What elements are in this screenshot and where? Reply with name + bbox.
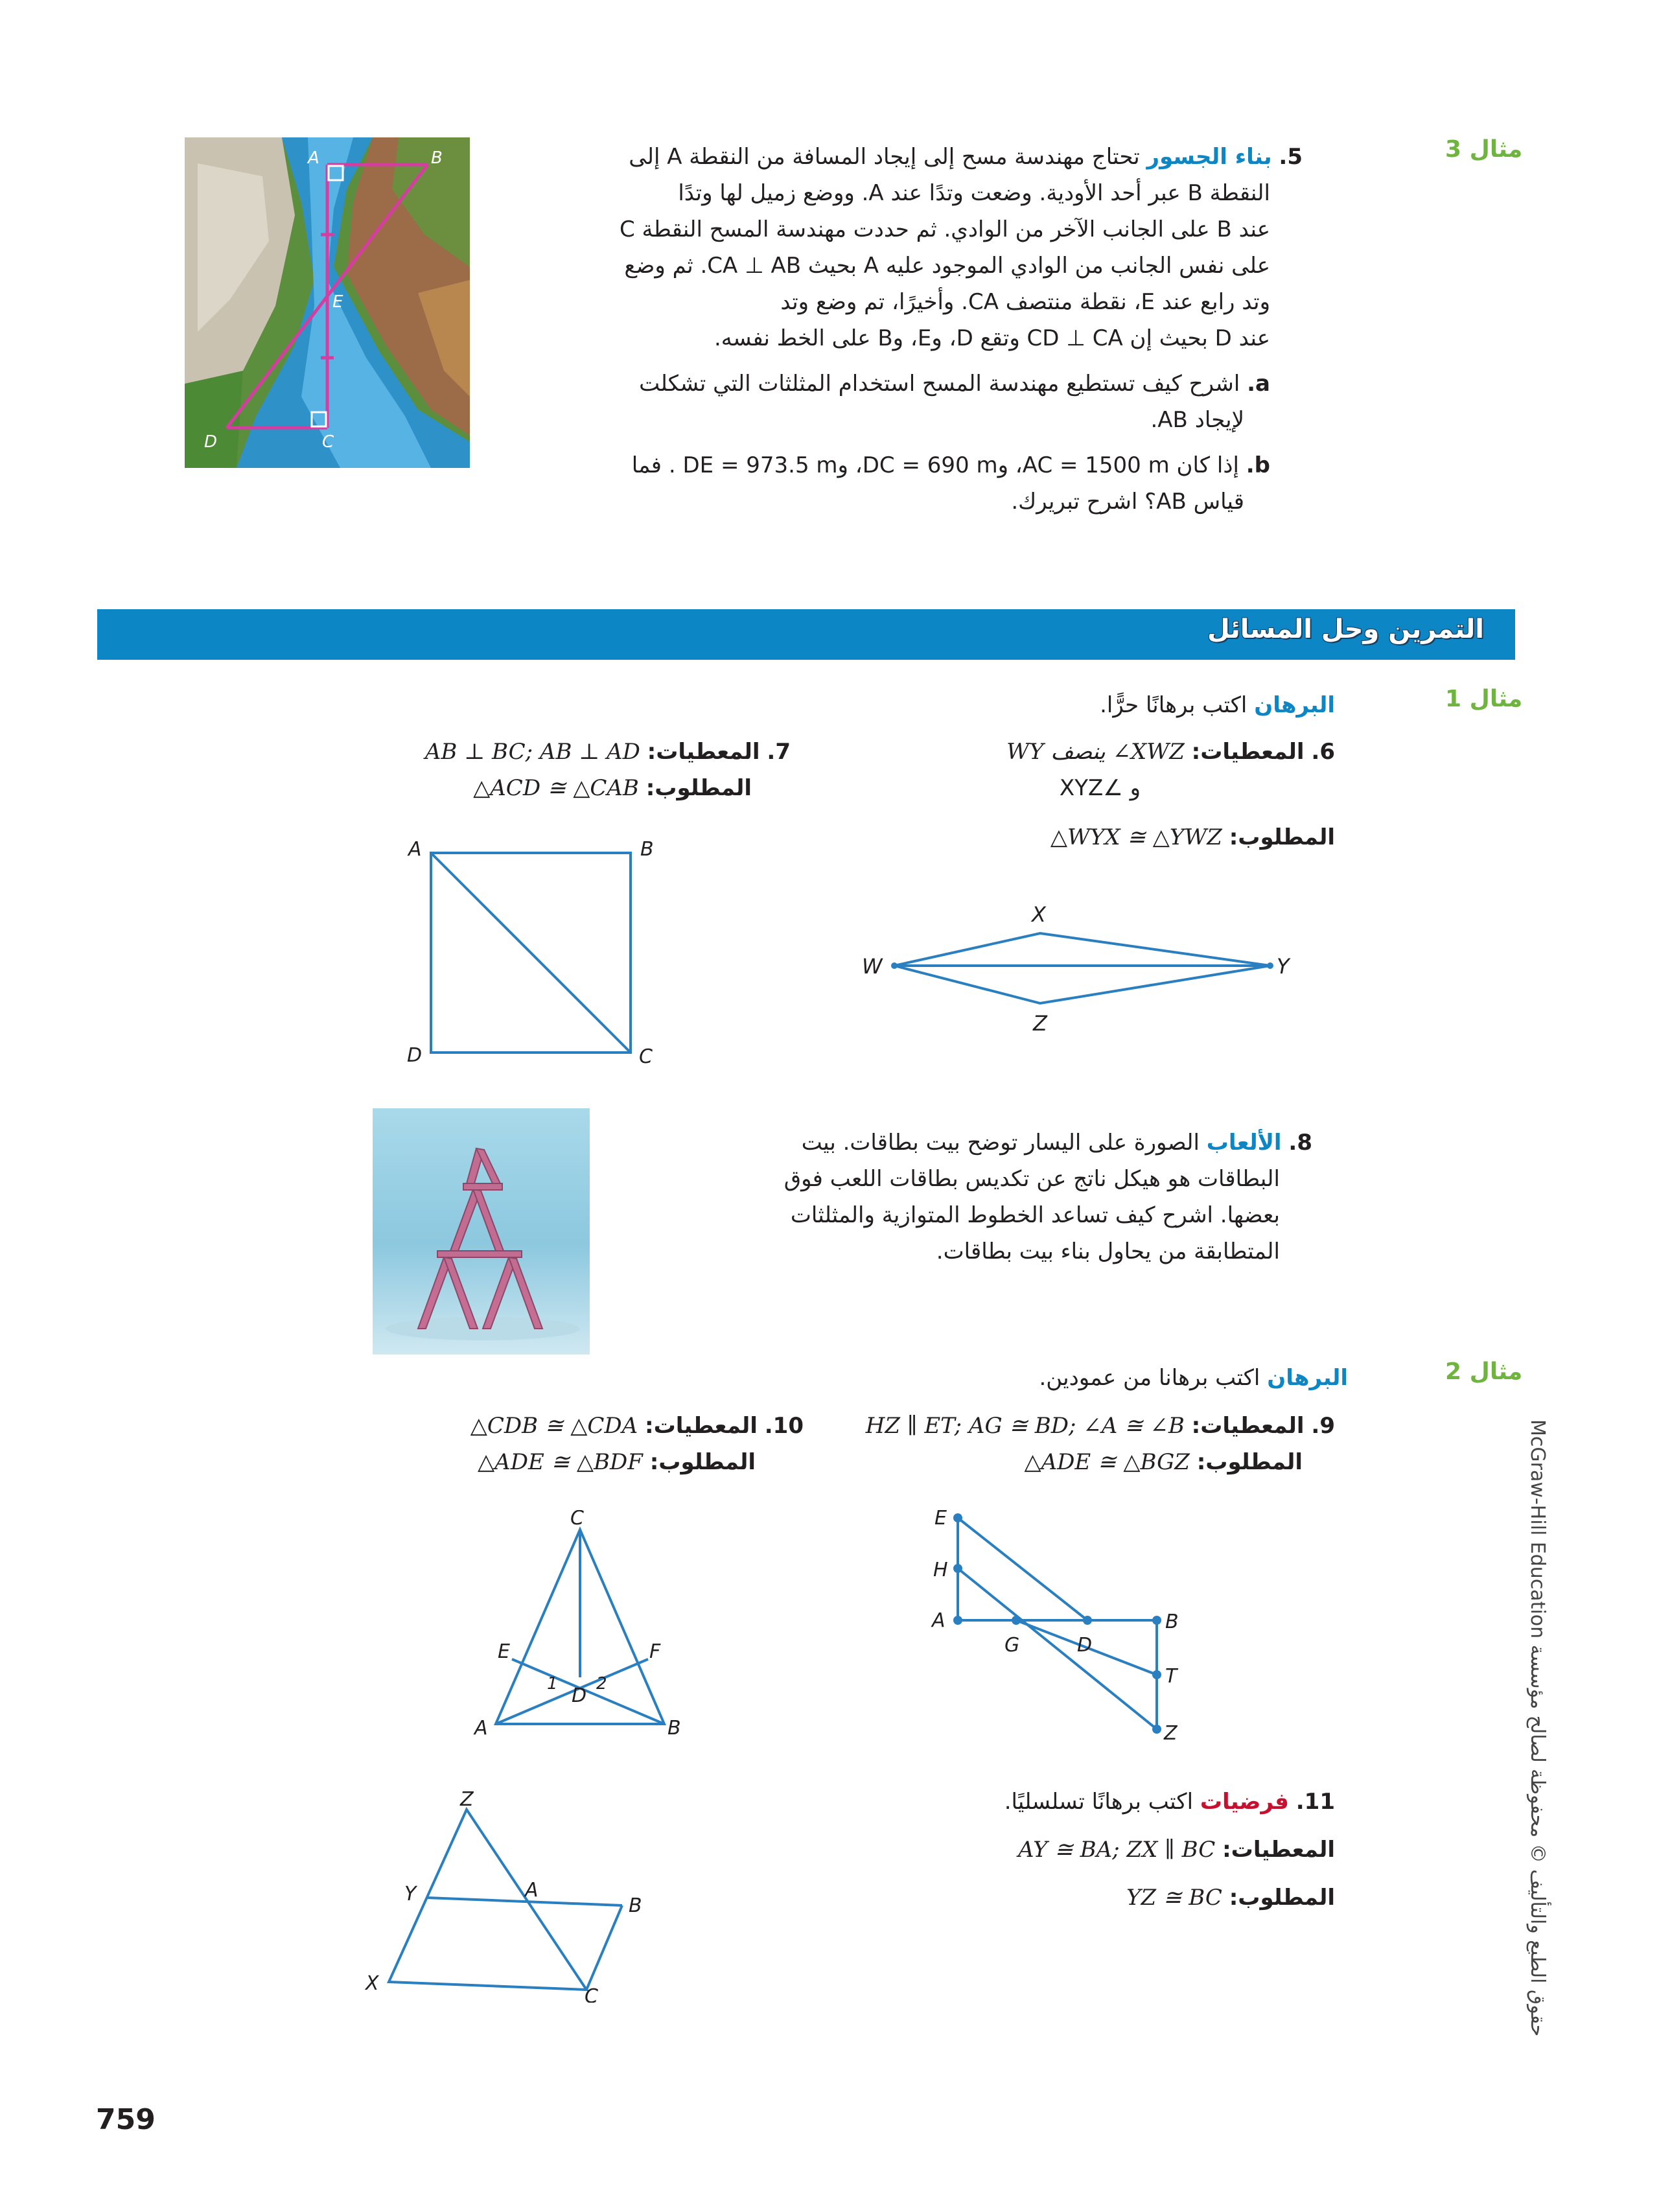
example-label: مثال 1 <box>1445 686 1523 712</box>
q11-label-z: Z <box>460 1789 474 1811</box>
q5-text-6: عند D بحيث إن CD ⊥ CA وتقع D، وE، وB على الخط نفسه. <box>713 325 1270 351</box>
q9-given-row <box>804 1408 1335 1444</box>
q8-text-2: البطاقات هو هيكل ناتج عن تكديس بطاقات اللعب فوق <box>783 1166 1280 1192</box>
q5-part-b-text-2: قياس AB؟ اشرح تبريرك. <box>1011 489 1244 515</box>
q10-angle-2: 2 <box>596 1674 607 1694</box>
q11-figure <box>356 1789 655 2003</box>
example-label: مثال 3 <box>1445 136 1523 163</box>
q7-label-c: C <box>639 1045 653 1068</box>
q9-given-label: المعطيات: <box>1191 1413 1305 1439</box>
photo-label-a: A <box>308 148 319 168</box>
q6-given-2: و ∠XYZ <box>1059 775 1141 801</box>
q5-line-1 <box>531 139 1303 175</box>
photo-label-b: B <box>431 148 443 168</box>
q9-label-a: A <box>932 1609 946 1632</box>
q9-label-z: Z <box>1164 1722 1178 1745</box>
q6-prove: △WYX ≅ △YWZ <box>1050 824 1222 850</box>
q11-label-x: X <box>365 1972 379 1995</box>
copyright-side-text: McGraw-Hill Education حقوق الطبع والتأليف © محفوظة لصالح مؤسسة <box>1526 1419 1549 2037</box>
bridge-figure <box>185 137 470 468</box>
q10-given-label: المعطيات: <box>645 1413 758 1439</box>
q10-label-b: B <box>667 1717 681 1740</box>
q10-label-c: C <box>570 1510 584 1530</box>
q11-prove-row <box>842 1880 1335 1916</box>
proof-keyword: البرهان <box>1254 692 1335 718</box>
q11-block <box>842 1784 1335 1916</box>
q11-instruction: اكتب برهانًا تسلسليًا. <box>1004 1789 1194 1815</box>
photo-label-d: D <box>204 432 218 452</box>
q11-given-label: المعطيات: <box>1222 1837 1335 1863</box>
q7-number: 7. <box>767 739 791 765</box>
q6-label-x: X <box>1032 902 1046 927</box>
q10-prove-label: المطلوب: <box>649 1449 756 1475</box>
q9-label-g: G <box>1004 1634 1020 1657</box>
q9-block <box>804 1408 1335 1480</box>
q10-given-row <box>363 1408 804 1444</box>
q11-given-row <box>842 1832 1335 1868</box>
q9-label-d: D <box>1077 1634 1093 1657</box>
q5-part-a-text-2: لإيجاد AB. <box>1150 407 1244 433</box>
q5-part-a-text-1: اشرح كيف تستطيع مهندسة المسح استخدام المثلثات التي تشكلت <box>639 371 1240 397</box>
q8-text-4: المتطابقة من يحاول بناء بيت بطاقات. <box>936 1239 1280 1264</box>
q6-figure <box>842 881 1296 1063</box>
q10-label-f: F <box>649 1640 661 1663</box>
q7-given-row <box>350 734 791 770</box>
section-header-band <box>97 609 1515 660</box>
photo-label-c: C <box>322 432 334 452</box>
q9-figure <box>907 1491 1244 1750</box>
q10-prove: △ADE ≅ △BDF <box>478 1449 643 1475</box>
q10-block <box>363 1408 804 1480</box>
bridge-photo <box>185 137 470 468</box>
q9-prove-label: المطلوب: <box>1196 1449 1303 1475</box>
q5-text-1: تحتاج مهندسة مسح إلى إيجاد المسافة من النقطة A إلى <box>629 144 1140 170</box>
q5-text-3: عند B على الجانب الآخر من الوادي. ثم حددت مهندسة المسح النقطة C <box>619 216 1270 242</box>
q9-given: HZ ∥ ET; AG ≅ BD; ∠A ≅ ∠B <box>865 1413 1185 1439</box>
q5-part-a <box>531 366 1303 402</box>
q11-label-a: A <box>525 1879 539 1902</box>
q7-prove-row <box>350 770 791 806</box>
q7-label-a: A <box>408 838 422 861</box>
proof-keyword: البرهان <box>1267 1365 1348 1391</box>
q5-part-b-text-1: إذا كان AC = 1500 m، وDC = 690 m، وDE = 973.5 m . فما <box>631 452 1239 478</box>
q5-text-2: النقطة B عبر أحد الأودية. وضعت وتدًا عند A. ووضع زميل لها وتدًا <box>678 180 1270 206</box>
q5-number: 5. <box>1279 144 1303 170</box>
example2-instruction-row <box>778 1360 1348 1396</box>
q6-given-label: المعطيات: <box>1191 739 1305 765</box>
q8-number: 8. <box>1288 1130 1312 1156</box>
q6-number: 6. <box>1311 739 1335 765</box>
q6-given: WY ينصف ∠XWZ <box>1006 739 1185 765</box>
q11-number: 11. <box>1295 1789 1335 1815</box>
q11-label-b: B <box>629 1894 642 1917</box>
q10-label-e: E <box>498 1640 510 1663</box>
q9-prove-row <box>804 1444 1335 1480</box>
q7-prove-label: المطلوب: <box>645 775 752 801</box>
q8-text-1: الصورة على اليسار توضح بيت بطاقات. بيت <box>801 1130 1200 1156</box>
q5-part-a-letter: a. <box>1247 371 1270 397</box>
q10-figure <box>454 1510 713 1743</box>
q7-prove: △ACD ≅ △CAB <box>473 775 639 801</box>
q10-prove-row <box>363 1444 804 1480</box>
q11-label-y: Y <box>404 1883 417 1905</box>
example-label: مثال 2 <box>1445 1358 1523 1385</box>
q5-keyword: بناء الجسور <box>1146 144 1272 170</box>
q6-prove-row <box>842 819 1335 856</box>
q10-number: 10. <box>764 1413 804 1439</box>
q11-prove: YZ ≅ BC <box>1126 1885 1222 1911</box>
q5-block <box>531 139 1303 520</box>
q9-label-t: T <box>1165 1665 1178 1688</box>
q5-text-5: وتد رابع عند E، نقطة منتصف CA. وأخيرًا، تم وضع وتد <box>780 289 1270 315</box>
q8-line-1 <box>726 1124 1312 1161</box>
q9-number: 9. <box>1311 1413 1335 1439</box>
q9-label-h: H <box>933 1559 948 1581</box>
q7-figure <box>389 830 687 1069</box>
q11-prove-label: المطلوب: <box>1229 1885 1335 1911</box>
example1-instruction-row <box>778 687 1335 723</box>
q11-keyword: فرضيات <box>1200 1789 1289 1815</box>
q11-instruction-row <box>842 1784 1335 1820</box>
photo-label-e: E <box>332 292 343 312</box>
q5-text-4: على نفس الجانب من الوادي الموجود عليه A بحيث CA ⊥ AB. ثم وضع <box>624 253 1270 279</box>
q6-label-w: W <box>862 954 883 979</box>
q9-label-e: E <box>934 1507 947 1530</box>
q10-given: △CDB ≅ △CDA <box>470 1413 638 1439</box>
q7-label-d: D <box>407 1044 423 1067</box>
q10-angle-1: 1 <box>547 1674 558 1694</box>
q10-label-d: D <box>572 1684 587 1707</box>
q5-part-b-letter: b. <box>1246 452 1270 478</box>
house-of-cards-photo <box>373 1108 590 1355</box>
q11-given: AY ≅ BA; ZX ∥ BC <box>1017 1837 1216 1863</box>
q7-label-b: B <box>640 838 654 861</box>
q10-label-a: A <box>474 1717 488 1740</box>
section-title: التمرين وحل المسائل <box>1207 614 1484 644</box>
q7-given: AB ⊥ BC; AB ⊥ AD <box>424 739 640 765</box>
q6-label-y: Y <box>1277 954 1290 979</box>
page-number: 759 <box>96 2103 156 2136</box>
q9-prove: △ADE ≅ △BGZ <box>1024 1449 1190 1475</box>
proof-instruction: اكتب برهانا من عمودين. <box>1039 1365 1260 1391</box>
q6-block <box>842 734 1335 856</box>
q6-given-row <box>842 734 1335 770</box>
q7-given-label: المعطيات: <box>647 739 760 765</box>
q6-label-z: Z <box>1033 1011 1047 1036</box>
proof-instruction: اكتب برهانًا حرًّا. <box>1100 692 1247 718</box>
q8-text-3: بعضها. اشرح كيف تساعد الخطوط المتوازية والمثلثات <box>790 1202 1280 1228</box>
q5-part-b <box>531 447 1303 483</box>
q9-label-b: B <box>1165 1611 1179 1633</box>
q11-label-c: C <box>585 1985 598 2003</box>
cards-illustration <box>373 1108 590 1355</box>
q8-keyword: الألعاب <box>1206 1130 1282 1156</box>
q6-prove-label: المطلوب: <box>1229 824 1335 850</box>
q8-block <box>726 1124 1312 1270</box>
q7-block <box>350 734 791 806</box>
